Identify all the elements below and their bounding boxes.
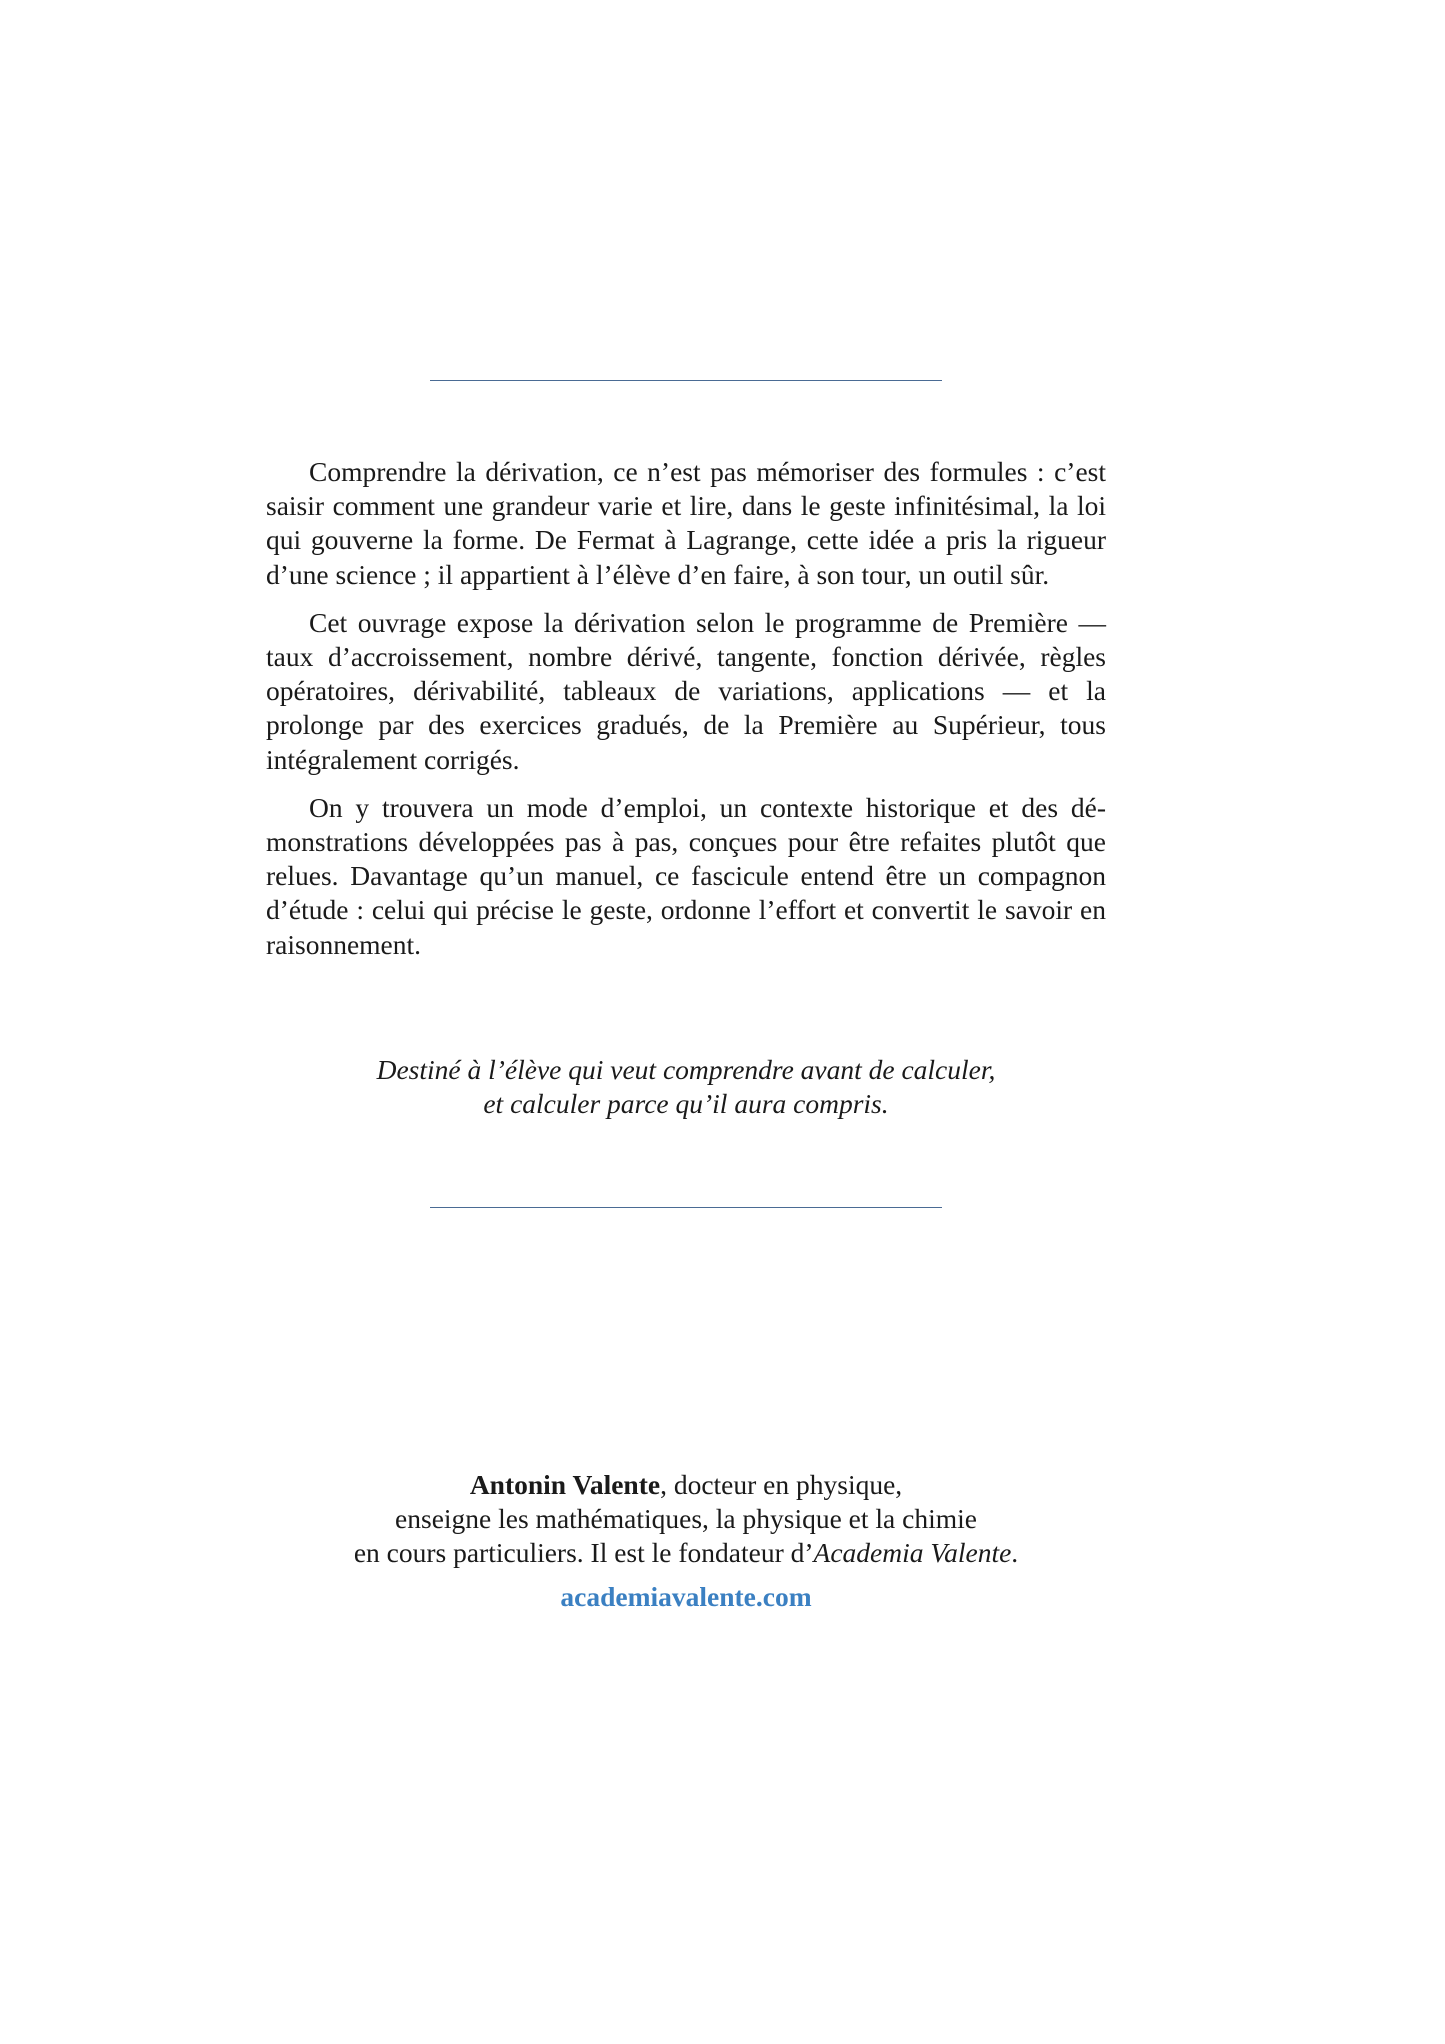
paragraph-intro: Comprendre la dérivation, ce n’est pas mémoriser des formules : c’est saisir comment une grandeur varie et lire, dans le geste infinitésimal, la loi qui gouverne la forme. De Fermat à Lagrange, cette idée a pris la rigueur d’une science ; il appartient à l’élève d’en faire, à son tour, un outil sûr.: [266, 456, 1106, 590]
author-title: , docteur en physique,: [660, 1469, 903, 1500]
tagline-line-2: et calculer parce qu’il aura compris.: [483, 1088, 889, 1119]
paragraph-contents: Cet ouvrage expose la dérivation selon le programme de Première — taux d’accroissement, nombre dérivé, tangente, fonction dérivée, règles opératoires, dérivabilité, tableaux de variations, applications — et la prolonge par des exercices gradués, de la Première au Supérieur, tous intégralement corrigés.: [266, 606, 1106, 775]
top-divider-rule: [430, 380, 942, 381]
author-bio: [266, 1468, 1106, 1570]
tagline: [266, 1053, 1106, 1121]
author-bio-line-3-text: en cours particuliers. Il est le fondateur d’: [353, 1537, 814, 1568]
author-bio-line-2: enseigne les mathématiques, la physique et la chimie: [395, 1503, 977, 1534]
tagline-line-1: Destiné à l’élève qui veut comprendre avant de calculer,: [376, 1054, 996, 1085]
author-bio-line-3: [266, 1536, 1106, 1570]
author-bio-line-3-end: .: [1011, 1537, 1019, 1568]
website-link[interactable]: academiavalente.com: [560, 1581, 812, 1612]
bottom-divider-rule: [430, 1207, 942, 1208]
description-text: [266, 455, 1106, 976]
brand-name: Academia Valente: [813, 1537, 1012, 1568]
author-bio-line-1: [266, 1468, 1106, 1502]
author-name: Antonin Valente: [469, 1469, 661, 1500]
paragraph-features: On y trouvera un mode d’emploi, un contexte historique et des démonstrations développées pas à pas, conçues pour être refaites plutôt que relues. Davantage qu’un manuel, ce fascicule entend être un compagnon d’étude : celui qui précise le geste, ordonne l’effort et convertit le savoir en raisonnement.: [266, 791, 1106, 960]
